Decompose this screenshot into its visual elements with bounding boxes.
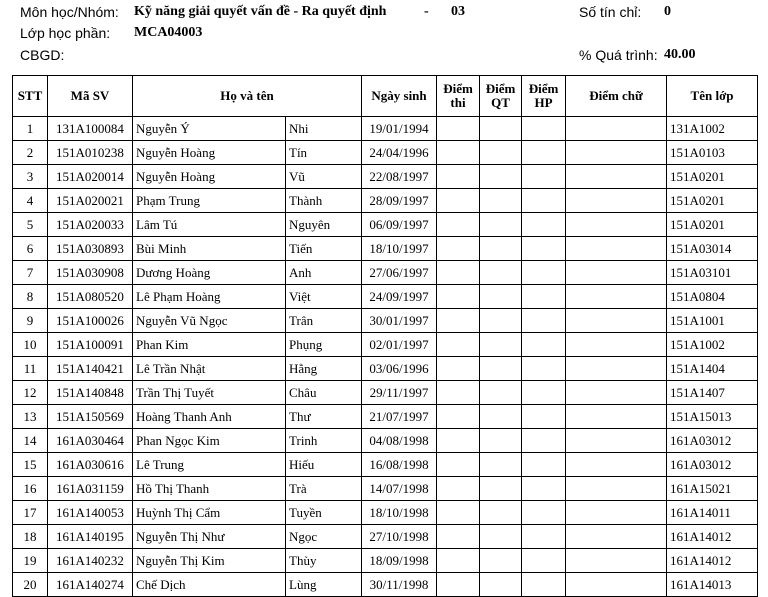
row-ten-lop: 151A0201 (667, 189, 758, 213)
row-ten-lop: 161A14012 (667, 525, 758, 549)
row-ma-sv: 161A030464 (48, 429, 133, 453)
table-header-row (13, 76, 758, 117)
row-diem-qt[interactable] (480, 117, 522, 141)
row-diem-thi[interactable] (437, 165, 480, 189)
row-stt: 4 (13, 189, 48, 213)
row-diem-hp[interactable] (522, 501, 566, 525)
row-stt: 20 (13, 573, 48, 597)
row-ho: Nguyễn Ý (133, 117, 286, 141)
row-diem-chu[interactable] (566, 141, 667, 165)
credits-value: 0 (664, 4, 671, 19)
row-diem-thi[interactable] (437, 237, 480, 261)
row-ten: Hiếu (286, 453, 362, 477)
row-stt: 2 (13, 141, 48, 165)
row-ten-lop: 151A15013 (667, 405, 758, 429)
row-diem-chu[interactable] (566, 189, 667, 213)
row-ma-sv: 151A030893 (48, 237, 133, 261)
course-value: MCA04003 (134, 25, 203, 40)
row-ho: Hoàng Thanh Anh (133, 405, 286, 429)
row-ma-sv: 151A020033 (48, 213, 133, 237)
row-diem-chu[interactable] (566, 405, 667, 429)
row-ten-lop: 151A0804 (667, 285, 758, 309)
row-ten: Phụng (286, 333, 362, 357)
table-row (13, 213, 758, 237)
row-diem-hp[interactable] (522, 117, 566, 141)
row-diem-chu[interactable] (566, 237, 667, 261)
row-stt: 5 (13, 213, 48, 237)
row-ma-sv: 151A010238 (48, 141, 133, 165)
row-ngay-sinh: 24/04/1996 (362, 141, 437, 165)
row-stt: 7 (13, 261, 48, 285)
row-ten-lop: 131A1002 (667, 117, 758, 141)
row-diem-chu[interactable] (566, 525, 667, 549)
row-ma-sv: 151A100091 (48, 333, 133, 357)
row-diem-thi[interactable] (437, 477, 480, 501)
row-diem-qt[interactable] (480, 237, 522, 261)
process-value: 40.00 (664, 47, 696, 62)
row-ngay-sinh: 02/01/1997 (362, 333, 437, 357)
row-ma-sv: 131A100084 (48, 117, 133, 141)
row-ho: Chế Dịch (133, 573, 286, 597)
row-diem-qt[interactable] (480, 141, 522, 165)
row-stt: 9 (13, 309, 48, 333)
row-ten-lop: 161A14011 (667, 501, 758, 525)
col-header-diem-hp-line2: HP (534, 95, 553, 110)
col-header-diem-qt (480, 76, 522, 117)
row-ngay-sinh: 14/07/1998 (362, 477, 437, 501)
row-diem-hp[interactable] (522, 165, 566, 189)
table-row (13, 165, 758, 189)
table-row (13, 309, 758, 333)
row-ten: Anh (286, 261, 362, 285)
row-diem-chu[interactable] (566, 165, 667, 189)
row-ten: Nhi (286, 117, 362, 141)
table-row (13, 141, 758, 165)
table-row (13, 117, 758, 141)
row-stt: 6 (13, 237, 48, 261)
row-diem-hp[interactable] (522, 357, 566, 381)
col-header-ho-ten: Họ và tên (133, 76, 362, 117)
lecturer-label: CBGD: (20, 47, 65, 63)
row-stt: 10 (13, 333, 48, 357)
row-ten-lop: 151A1407 (667, 381, 758, 405)
row-ma-sv: 161A140053 (48, 501, 133, 525)
col-header-diem-hp (522, 76, 566, 117)
row-ho: Bùi Minh (133, 237, 286, 261)
row-diem-thi[interactable] (437, 525, 480, 549)
row-diem-hp[interactable] (522, 477, 566, 501)
row-diem-qt[interactable] (480, 381, 522, 405)
row-ho: Nguyễn Thị Kim (133, 549, 286, 573)
row-ten: Thùy (286, 549, 362, 573)
row-diem-thi[interactable] (437, 549, 480, 573)
row-ho: Lê Trần Nhật (133, 357, 286, 381)
table-row (13, 525, 758, 549)
row-diem-qt[interactable] (480, 573, 522, 597)
row-ten: Trà (286, 477, 362, 501)
row-ma-sv: 151A100026 (48, 309, 133, 333)
row-stt: 1 (13, 117, 48, 141)
row-stt: 8 (13, 285, 48, 309)
row-stt: 14 (13, 429, 48, 453)
row-diem-qt[interactable] (480, 309, 522, 333)
row-ten: Trân (286, 309, 362, 333)
row-ten-lop: 151A0103 (667, 141, 758, 165)
row-diem-hp[interactable] (522, 213, 566, 237)
row-diem-hp[interactable] (522, 525, 566, 549)
row-ngay-sinh: 19/01/1994 (362, 117, 437, 141)
row-ten-lop: 151A0201 (667, 213, 758, 237)
row-ngay-sinh: 30/01/1997 (362, 309, 437, 333)
row-ho: Trần Thị Tuyết (133, 381, 286, 405)
row-ten-lop: 151A03101 (667, 261, 758, 285)
table-row (13, 285, 758, 309)
group-number: 03 (451, 4, 465, 19)
row-diem-thi[interactable] (437, 261, 480, 285)
process-label: % Quá trình: (579, 47, 658, 63)
row-diem-hp[interactable] (522, 237, 566, 261)
row-ten-lop: 161A03012 (667, 429, 758, 453)
row-diem-thi[interactable] (437, 501, 480, 525)
row-diem-qt[interactable] (480, 453, 522, 477)
row-diem-chu[interactable] (566, 573, 667, 597)
row-diem-qt[interactable] (480, 261, 522, 285)
row-ho: Lâm Tú (133, 213, 286, 237)
row-diem-chu[interactable] (566, 429, 667, 453)
row-ho: Dương Hoàng (133, 261, 286, 285)
row-diem-thi[interactable] (437, 429, 480, 453)
row-diem-hp[interactable] (522, 405, 566, 429)
row-diem-qt[interactable] (480, 501, 522, 525)
row-stt: 18 (13, 525, 48, 549)
row-ma-sv: 151A080520 (48, 285, 133, 309)
row-diem-thi[interactable] (437, 141, 480, 165)
row-ten: Tuyền (286, 501, 362, 525)
row-ho: Huỳnh Thị Cẩm (133, 501, 286, 525)
row-stt: 13 (13, 405, 48, 429)
table-row (13, 405, 758, 429)
row-diem-qt[interactable] (480, 525, 522, 549)
row-ngay-sinh: 04/08/1998 (362, 429, 437, 453)
row-diem-thi[interactable] (437, 117, 480, 141)
row-diem-chu[interactable] (566, 501, 667, 525)
row-diem-chu[interactable] (566, 117, 667, 141)
row-ten-lop: 151A1002 (667, 333, 758, 357)
row-stt: 15 (13, 453, 48, 477)
row-diem-hp[interactable] (522, 429, 566, 453)
row-ngay-sinh: 18/10/1997 (362, 237, 437, 261)
col-header-ten-lop: Tên lớp (667, 76, 758, 117)
row-ngay-sinh: 29/11/1997 (362, 381, 437, 405)
row-stt: 19 (13, 549, 48, 573)
row-diem-qt[interactable] (480, 213, 522, 237)
row-diem-chu[interactable] (566, 357, 667, 381)
row-ngay-sinh: 27/06/1997 (362, 261, 437, 285)
row-diem-hp[interactable] (522, 141, 566, 165)
row-diem-chu[interactable] (566, 549, 667, 573)
row-ngay-sinh: 06/09/1997 (362, 213, 437, 237)
row-ten-lop: 161A15021 (667, 477, 758, 501)
row-ma-sv: 151A030908 (48, 261, 133, 285)
row-diem-hp[interactable] (522, 285, 566, 309)
grade-table (12, 75, 758, 597)
row-ngay-sinh: 21/07/1997 (362, 405, 437, 429)
row-ma-sv: 161A140195 (48, 525, 133, 549)
row-ho: Phan Kim (133, 333, 286, 357)
row-ngay-sinh: 18/09/1998 (362, 549, 437, 573)
col-header-diem-chu: Điểm chữ (566, 76, 667, 117)
table-row (13, 381, 758, 405)
row-diem-chu[interactable] (566, 453, 667, 477)
row-diem-qt[interactable] (480, 285, 522, 309)
subject-value: Kỹ năng giải quyết vấn đề - Ra quyết định (134, 4, 387, 19)
table-row (13, 357, 758, 381)
row-ma-sv: 151A150569 (48, 405, 133, 429)
row-ngay-sinh: 28/09/1997 (362, 189, 437, 213)
row-ngay-sinh: 22/08/1997 (362, 165, 437, 189)
row-ngay-sinh: 16/08/1998 (362, 453, 437, 477)
col-header-diem-thi-line1: Điểm (443, 81, 473, 96)
row-ho: Phan Ngọc Kim (133, 429, 286, 453)
row-diem-qt[interactable] (480, 333, 522, 357)
row-ho: Lê Phạm Hoàng (133, 285, 286, 309)
row-ten-lop: 151A03014 (667, 237, 758, 261)
table-row (13, 237, 758, 261)
row-stt: 16 (13, 477, 48, 501)
row-diem-qt[interactable] (480, 189, 522, 213)
row-ten: Vũ (286, 165, 362, 189)
row-diem-thi[interactable] (437, 309, 480, 333)
row-ma-sv: 161A031159 (48, 477, 133, 501)
row-ngay-sinh: 18/10/1998 (362, 501, 437, 525)
row-diem-thi[interactable] (437, 453, 480, 477)
subject-label: Môn học/Nhóm: (20, 4, 119, 20)
row-ngay-sinh: 03/06/1996 (362, 357, 437, 381)
col-header-diem-thi-line2: thi (450, 95, 466, 110)
row-ho: Hồ Thị Thanh (133, 477, 286, 501)
row-diem-qt[interactable] (480, 429, 522, 453)
row-diem-hp[interactable] (522, 333, 566, 357)
row-ma-sv: 161A030616 (48, 453, 133, 477)
row-ten: Hằng (286, 357, 362, 381)
table-row (13, 261, 758, 285)
row-ngay-sinh: 27/10/1998 (362, 525, 437, 549)
row-ho: Lê Trung (133, 453, 286, 477)
row-ma-sv: 151A020014 (48, 165, 133, 189)
row-ten: Việt (286, 285, 362, 309)
row-ngay-sinh: 24/09/1997 (362, 285, 437, 309)
col-header-diem-qt-line2: QT (491, 95, 510, 110)
row-diem-qt[interactable] (480, 357, 522, 381)
row-diem-thi[interactable] (437, 573, 480, 597)
col-header-diem-thi (437, 76, 480, 117)
table-row (13, 477, 758, 501)
row-ten-lop: 161A03012 (667, 453, 758, 477)
row-ten: Trinh (286, 429, 362, 453)
row-diem-qt[interactable] (480, 165, 522, 189)
row-diem-thi[interactable] (437, 189, 480, 213)
subject-dash: - (424, 4, 429, 19)
row-diem-hp[interactable] (522, 453, 566, 477)
row-diem-chu[interactable] (566, 477, 667, 501)
row-diem-hp[interactable] (522, 189, 566, 213)
row-ten-lop: 151A1404 (667, 357, 758, 381)
col-header-diem-hp-line1: Điểm (528, 81, 559, 96)
row-diem-thi[interactable] (437, 213, 480, 237)
row-diem-qt[interactable] (480, 549, 522, 573)
row-diem-thi[interactable] (437, 381, 480, 405)
row-ma-sv: 151A140848 (48, 381, 133, 405)
col-header-ma-sv: Mã SV (48, 76, 133, 117)
row-ten: Lùng (286, 573, 362, 597)
row-diem-chu[interactable] (566, 309, 667, 333)
row-ten-lop: 151A1001 (667, 309, 758, 333)
table-row (13, 333, 758, 357)
row-diem-hp[interactable] (522, 261, 566, 285)
row-ho: Phạm Trung (133, 189, 286, 213)
row-ten: Châu (286, 381, 362, 405)
row-diem-thi[interactable] (437, 333, 480, 357)
row-ten: Thư (286, 405, 362, 429)
row-ma-sv: 161A140274 (48, 573, 133, 597)
credits-label: Số tín chỉ: (579, 4, 642, 20)
row-diem-qt[interactable] (480, 405, 522, 429)
row-stt: 11 (13, 357, 48, 381)
table-row (13, 573, 758, 597)
table-row (13, 549, 758, 573)
table-row (13, 189, 758, 213)
row-ho: Nguyễn Thị Như (133, 525, 286, 549)
row-diem-hp[interactable] (522, 549, 566, 573)
row-diem-chu[interactable] (566, 381, 667, 405)
row-diem-thi[interactable] (437, 285, 480, 309)
row-ten-lop: 151A0201 (667, 165, 758, 189)
col-header-diem-qt-line1: Điểm (485, 81, 516, 96)
row-diem-chu[interactable] (566, 261, 667, 285)
row-ngay-sinh: 30/11/1998 (362, 573, 437, 597)
row-stt: 3 (13, 165, 48, 189)
course-label: Lớp học phần: (20, 25, 111, 41)
row-ten: Thành (286, 189, 362, 213)
row-diem-hp[interactable] (522, 381, 566, 405)
row-ma-sv: 151A140421 (48, 357, 133, 381)
col-header-ngay-sinh: Ngày sinh (362, 76, 437, 117)
row-diem-hp[interactable] (522, 309, 566, 333)
row-diem-chu[interactable] (566, 285, 667, 309)
row-ten: Tín (286, 141, 362, 165)
row-ten: Nguyên (286, 213, 362, 237)
row-ten-lop: 161A14012 (667, 549, 758, 573)
row-ma-sv: 161A140232 (48, 549, 133, 573)
row-diem-qt[interactable] (480, 477, 522, 501)
row-diem-thi[interactable] (437, 357, 480, 381)
row-diem-thi[interactable] (437, 405, 480, 429)
row-ho: Nguyễn Hoàng (133, 141, 286, 165)
table-row (13, 501, 758, 525)
row-ho: Nguyễn Hoàng (133, 165, 286, 189)
row-ma-sv: 151A020021 (48, 189, 133, 213)
row-ten-lop: 161A14013 (667, 573, 758, 597)
table-row (13, 429, 758, 453)
row-diem-chu[interactable] (566, 333, 667, 357)
row-diem-hp[interactable] (522, 573, 566, 597)
row-ten: Tiến (286, 237, 362, 261)
table-row (13, 453, 758, 477)
row-ho: Nguyễn Vũ Ngọc (133, 309, 286, 333)
row-ten: Ngọc (286, 525, 362, 549)
col-header-stt: STT (13, 76, 48, 117)
row-stt: 12 (13, 381, 48, 405)
row-diem-chu[interactable] (566, 213, 667, 237)
row-stt: 17 (13, 501, 48, 525)
